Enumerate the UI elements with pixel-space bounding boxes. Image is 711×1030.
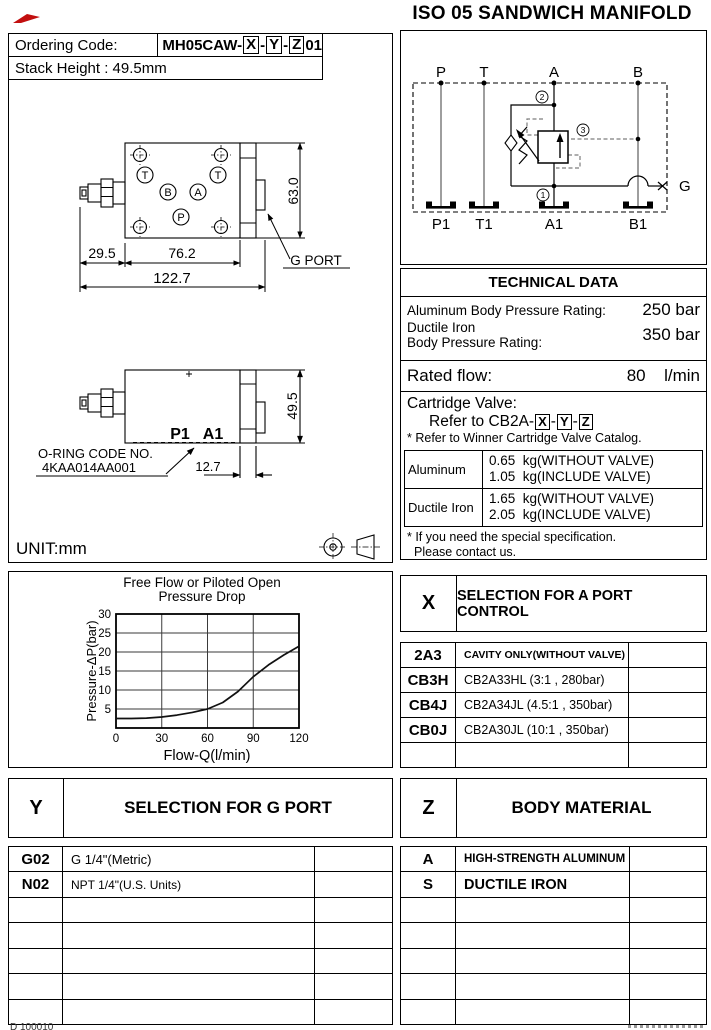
cartridge-valve-label: Cartridge Valve: — [407, 395, 517, 412]
logo-swoosh-shape — [13, 14, 40, 23]
ordering-code-prefix: MH05CAW- — [162, 36, 243, 54]
adjustment-knob — [80, 179, 125, 207]
svg-text:A: A — [548, 64, 560, 81]
table-row — [401, 643, 706, 667]
option-code: 2A3 — [401, 643, 456, 667]
unit-label: UNIT:mm — [16, 539, 87, 558]
oring-code-label: O-RING CODE NO. — [38, 446, 153, 461]
svg-text:5: 5 — [104, 704, 111, 716]
table-row-empty — [9, 897, 392, 922]
oring-code-number: 4KAA014AA001 — [42, 460, 136, 475]
table-row — [401, 717, 706, 742]
cartridge-ref-prefix: Refer to CB2A- — [429, 413, 535, 430]
special-spec-note-line1: * If you need the special specification. — [407, 529, 617, 544]
footer-right-clipped-text — [628, 1025, 703, 1028]
svg-text:63.0: 63.0 — [285, 177, 301, 205]
aluminum-rating-value: 250 bar — [642, 300, 700, 319]
y-table-header — [8, 778, 393, 838]
gauge-port-label: G — [679, 178, 691, 195]
svg-text:30: 30 — [98, 609, 111, 621]
table-row — [401, 692, 706, 717]
svg-text:25: 25 — [98, 628, 111, 640]
svg-text:60: 60 — [201, 733, 214, 745]
weight-value: 1.05 kg(INCLUDE VALVE) — [489, 469, 651, 485]
table-row — [401, 871, 706, 896]
adjustment-knob-side — [80, 389, 125, 417]
cartridge-x-box: X — [535, 414, 550, 430]
table-row — [9, 871, 392, 896]
rated-flow-label: Rated flow: — [407, 366, 493, 385]
svg-text:122.7: 122.7 — [153, 270, 191, 287]
table-row-empty — [9, 922, 392, 947]
svg-text:120: 120 — [289, 733, 309, 745]
ordering-code-suffix: 01 — [305, 36, 322, 54]
x-table-header — [400, 575, 707, 632]
top-view-dimensions — [80, 143, 350, 292]
x-table-body — [400, 642, 707, 768]
ordering-sep2: - — [283, 36, 289, 54]
option-desc: CB2A34JL (4.5:1 , 350bar) — [456, 693, 629, 717]
weight-value: 0.65 kg(WITHOUT VALVE) — [489, 452, 655, 468]
y-table-body — [8, 846, 393, 1025]
ductile-label-line1: Ductile Iron — [407, 320, 476, 335]
z-table-key: Z — [401, 779, 457, 837]
svg-text:P: P — [177, 212, 185, 224]
cartridge-y-box: Y — [557, 414, 572, 430]
hydraulic-circuit — [401, 31, 704, 262]
cartridge-catalog-note: * Refer to Winner Cartridge Valve Catalog. — [407, 431, 642, 445]
svg-text:49.5: 49.5 — [284, 392, 300, 420]
z-table-header — [400, 778, 707, 838]
aluminum-rating-label: Aluminum Body Pressure Rating: — [407, 302, 606, 318]
svg-text:0: 0 — [112, 733, 120, 745]
table-row-empty — [401, 897, 706, 922]
technical-data-header: TECHNICAL DATA — [401, 269, 706, 297]
option-desc: HIGH-STRENGTH ALUMINUM — [456, 847, 630, 871]
option-code: S — [401, 872, 456, 896]
svg-text:A1: A1 — [202, 426, 224, 443]
svg-text:1: 1 — [540, 190, 546, 200]
svg-text:B: B — [164, 187, 172, 199]
ordering-code-label: Ordering Code: — [9, 34, 158, 56]
table-row-empty — [401, 742, 706, 767]
svg-text:T: T — [141, 170, 149, 182]
svg-text:12.7: 12.7 — [195, 459, 221, 474]
table-row-empty — [9, 973, 392, 998]
option-desc: CB2A33HL (3:1 , 280bar) — [456, 668, 629, 692]
ordering-sep1: - — [260, 36, 266, 54]
option-code: N02 — [9, 872, 63, 896]
option-code: CB0J — [401, 718, 456, 742]
chart-xlabel: Flow-Q(l/min) — [163, 748, 251, 764]
z-table-title: BODY MATERIAL — [511, 798, 652, 817]
g-port-boss — [256, 180, 265, 210]
ordering-code-x-box: X — [243, 36, 259, 54]
weight-table — [404, 450, 703, 527]
x-table-key: X — [401, 576, 457, 631]
svg-text:2: 2 — [539, 92, 545, 102]
option-desc: CB2A30JL (10:1 , 350bar) — [456, 718, 629, 742]
svg-text:3: 3 — [580, 125, 586, 135]
rated-flow-unit: l/min — [664, 366, 700, 385]
pressure-drop-chart — [9, 572, 391, 766]
check-valve-icon — [505, 135, 517, 151]
table-row-empty — [9, 999, 392, 1024]
table-row-empty — [401, 948, 706, 973]
svg-text:T1: T1 — [475, 216, 493, 233]
weight-material: Aluminum — [405, 451, 483, 488]
x-table-title: SELECTION FOR A PORT CONTROL — [457, 587, 633, 620]
option-desc: G 1/4"(Metric) — [63, 847, 315, 871]
ductile-label-line2: Body Pressure Rating: — [407, 335, 543, 350]
weight-value: 1.65 kg(WITHOUT VALVE) — [489, 490, 655, 506]
z-table-body — [400, 846, 707, 1025]
brand-logo-mark — [12, 13, 42, 27]
svg-text:A1: A1 — [544, 216, 564, 233]
table-row-empty — [401, 973, 706, 998]
special-spec-note-line2: Please contact us. — [414, 545, 517, 560]
chart-ytick-labels — [98, 609, 111, 716]
option-code: CB4J — [401, 693, 456, 717]
option-desc: DUCTILE IRON — [456, 872, 630, 896]
option-code: A — [401, 847, 456, 871]
technical-data-box — [400, 268, 707, 560]
ordering-code-z-box: Z — [289, 36, 304, 54]
ordering-code-row — [8, 33, 323, 57]
cartridge-z-box: Z — [579, 414, 593, 430]
y-table-title: SELECTION FOR G PORT — [124, 798, 332, 817]
projection-symbol-icons — [319, 533, 380, 561]
a-line-circuit — [511, 83, 667, 206]
svg-text:76.2: 76.2 — [168, 245, 196, 261]
circuit-diagram-box — [400, 30, 707, 265]
table-row-empty — [401, 922, 706, 947]
table-row — [405, 451, 702, 488]
svg-text:20: 20 — [98, 647, 111, 659]
svg-text:B: B — [632, 64, 644, 81]
g-port-callout: G PORT — [290, 253, 342, 268]
center-mark — [186, 371, 192, 377]
table-row — [9, 847, 392, 871]
svg-text:P1: P1 — [431, 216, 451, 233]
page-title: ISO 05 SANDWICH MANIFOLD — [412, 3, 692, 24]
svg-text:29.5: 29.5 — [88, 245, 116, 261]
cartridge-valve-symbol — [516, 127, 568, 164]
svg-text:T: T — [214, 170, 222, 182]
svg-text:15: 15 — [98, 666, 111, 678]
weight-material: Ductile Iron — [405, 489, 483, 526]
table-row — [405, 488, 702, 526]
table-row — [401, 667, 706, 692]
svg-text:10: 10 — [98, 685, 111, 697]
table-row-empty — [9, 948, 392, 973]
svg-text:30: 30 — [155, 733, 169, 745]
table-row — [401, 847, 706, 871]
chart-ylabel: Pressure-ΔP(bar) — [84, 620, 99, 722]
option-code: CB3H — [401, 668, 456, 692]
option-desc: CAVITY ONLY(WITHOUT VALVE) — [456, 643, 629, 667]
ductile-rating-label — [407, 320, 542, 350]
stack-height-row: Stack Height : 49.5mm — [8, 56, 323, 80]
ordering-code-value — [158, 36, 322, 54]
svg-text:P1: P1 — [170, 426, 190, 443]
option-code: G02 — [9, 847, 63, 871]
svg-text:A: A — [194, 187, 202, 199]
table-row-empty — [401, 999, 706, 1024]
chart-xtick-labels — [113, 733, 309, 745]
rated-flow-value: 80 — [626, 366, 646, 385]
pressure-drop-chart-box — [8, 571, 393, 768]
top-view-dim-texts — [88, 177, 341, 287]
svg-text:P: P — [435, 64, 447, 81]
chart-subtitle: Pressure Drop — [158, 589, 246, 604]
ductile-rating-value: 350 bar — [642, 325, 700, 344]
chart-grid — [116, 614, 299, 728]
option-desc: NPT 1/4"(U.S. Units) — [63, 872, 315, 896]
svg-text:90: 90 — [246, 733, 260, 745]
svg-text:T: T — [479, 64, 489, 81]
chart-title: Free Flow or Piloted Open — [123, 575, 281, 590]
svg-text:B1: B1 — [628, 216, 648, 233]
y-table-key: Y — [9, 779, 64, 837]
footer-doc-number: D 100010 — [10, 1022, 54, 1030]
technical-drawings — [8, 88, 393, 563]
manifold-top-view — [80, 143, 265, 238]
top-view-port-labels — [142, 170, 222, 224]
cartridge-valve-ref: Refer to CB2A- X - Y - Z — [407, 413, 700, 431]
port-interface-icons — [426, 202, 653, 209]
weight-value: 2.05 kg(INCLUDE VALVE) — [489, 507, 651, 523]
ordering-code-y-box: Y — [266, 36, 282, 54]
